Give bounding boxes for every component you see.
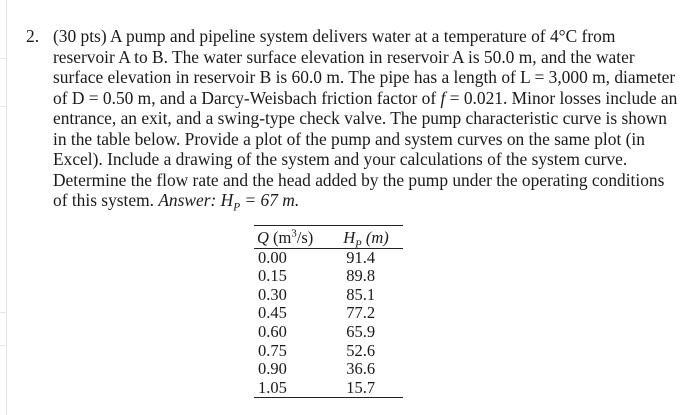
flow-rate-cell: 0.60 bbox=[258, 321, 287, 341]
flow-rate-header bbox=[254, 226, 343, 249]
line-segment: of D = 0.50 m, and a Darcy-Weisbach friction factor of bbox=[53, 87, 441, 108]
pump-head-symbol: H bbox=[343, 228, 356, 247]
table-row bbox=[254, 342, 403, 361]
problem-line: surface elevation in reservoir B is 60.0 m. The pipe has a length of L = 3,000 m, diameter bbox=[53, 67, 676, 87]
pump-head-subscript: P bbox=[355, 238, 362, 251]
margin-tick bbox=[0, 312, 7, 313]
problem-line: (30 pts) A pump and pipeline system delivers water at a temperature of 4°C from bbox=[53, 26, 616, 46]
pump-head-cell: 85.1 bbox=[346, 284, 376, 304]
table-row bbox=[254, 267, 403, 286]
pump-head-cell: 91.4 bbox=[346, 247, 376, 267]
problem-text bbox=[53, 26, 690, 214]
flow-rate-symbol: Q bbox=[257, 228, 269, 247]
margin-tick bbox=[0, 345, 7, 346]
pump-head-unit: (m) bbox=[361, 228, 389, 247]
flow-rate-cell: 0.30 bbox=[258, 284, 287, 304]
page-margin-rule bbox=[0, 0, 7, 415]
table-row bbox=[254, 323, 403, 342]
pump-head-cell: 52.6 bbox=[346, 340, 376, 360]
pump-characteristic-table bbox=[254, 225, 403, 398]
unit-close: /s) bbox=[296, 228, 314, 247]
unit-exponent: 3 bbox=[291, 227, 297, 240]
flow-rate-cell: 0.15 bbox=[258, 266, 287, 286]
problem-line: Determine the flow rate and the head added by the pump under the operating conditions bbox=[53, 169, 665, 190]
flow-rate-cell: 0.75 bbox=[258, 340, 287, 360]
flow-rate-unit bbox=[269, 228, 313, 247]
margin-tick bbox=[0, 58, 7, 59]
problem-statement bbox=[26, 26, 690, 214]
table-row bbox=[254, 360, 403, 379]
table-row bbox=[254, 379, 403, 398]
line-segment: of this system. bbox=[53, 190, 159, 210]
flow-rate-cell: 0.45 bbox=[258, 303, 287, 323]
table-row bbox=[254, 286, 403, 305]
pump-head-cell: 77.2 bbox=[346, 303, 376, 323]
problem-line bbox=[53, 190, 690, 214]
friction-factor-symbol: f bbox=[440, 87, 446, 108]
problem-number: 2. bbox=[26, 26, 40, 46]
answer bbox=[158, 190, 300, 214]
table-row bbox=[254, 248, 403, 267]
line-segment: = 0.021. Minor losses include an bbox=[445, 87, 678, 108]
unit-open: (m bbox=[268, 228, 292, 247]
flow-rate-cell: 1.05 bbox=[254, 379, 343, 398]
problem-line: entrance, an exit, and a swing-type check valve. The pump characteristic curve is shown bbox=[53, 108, 667, 128]
flow-rate-cell: 0.90 bbox=[258, 359, 287, 379]
pump-head-cell: 15.7 bbox=[343, 379, 403, 398]
answer-label: Answer: H bbox=[158, 190, 234, 210]
table-header-row bbox=[254, 226, 403, 249]
pump-head-cell: 89.8 bbox=[346, 266, 376, 286]
answer-subscript: P bbox=[233, 201, 241, 214]
margin-tick bbox=[0, 106, 7, 107]
problem-line: in the table below. Provide a plot of the pump and system curves on the same plot (in bbox=[53, 128, 645, 149]
pump-head-header bbox=[343, 226, 403, 249]
table-row bbox=[254, 304, 403, 323]
pump-head-cell: 65.9 bbox=[346, 321, 376, 341]
problem-line: reservoir A to B. The water surface elevation in reservoir A is 50.0 m, and the water bbox=[53, 46, 635, 67]
pump-head-cell: 36.6 bbox=[346, 359, 376, 379]
flow-rate-cell: 0.00 bbox=[258, 247, 287, 267]
problem-line bbox=[53, 88, 690, 109]
problem-line: Excel). Include a drawing of the system and your calculations of the system curve. bbox=[53, 149, 628, 169]
answer-value: = 67 m. bbox=[240, 190, 300, 210]
